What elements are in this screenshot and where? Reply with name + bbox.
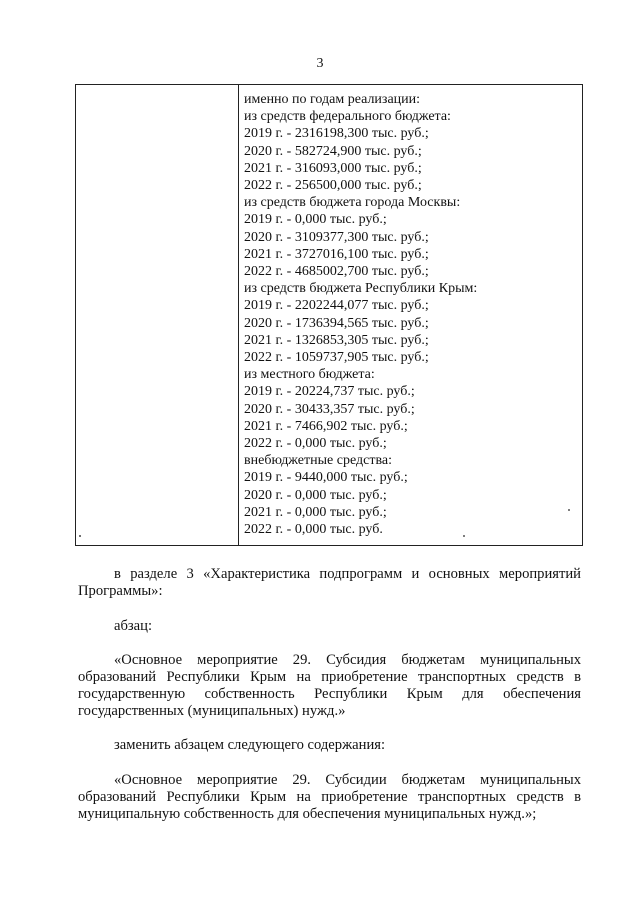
table-line: 2022 г. - 256500,000 тыс. руб.; (244, 178, 422, 194)
old-text: «Основное мероприятие 29. Субсидия бюджетам муниципальных образований Республики Крым на приобретение транспортных средств в государственную собственность Республики Крым для обеспечения государственных (муниципальных) нужд.» (78, 652, 581, 719)
section-intro-text: в разделе 3 «Характеристика подпрограмм и основных мероприятий Программы»: (78, 566, 581, 599)
replace-instruction (78, 737, 581, 754)
table-line: из местного бюджета: (244, 367, 375, 383)
table-line: 2020 г. - 582724,900 тыс. руб.; (244, 143, 422, 159)
table-line: 2019 г. - 2316198,300 тыс. руб.; (244, 126, 429, 142)
scan-speck (463, 535, 465, 537)
table-right-cell (239, 85, 582, 545)
table-line: 2019 г. - 2202244,077 тыс. руб.; (244, 298, 429, 314)
table-line: 2022 г. - 1059737,905 тыс. руб.; (244, 350, 429, 366)
table-line: внебюджетные средства: (244, 453, 392, 469)
table-line: из средств бюджета города Москвы: (244, 195, 461, 211)
table-line: 2020 г. - 3109377,300 тыс. руб.; (244, 229, 429, 245)
section-intro (78, 566, 581, 600)
paragraph-label-text: абзац: (114, 618, 153, 634)
table-line: 2019 г. - 20224,737 тыс. руб.; (244, 384, 415, 400)
table-line: 2022 г. - 0,000 тыс. руб. (244, 522, 383, 538)
new-text-block (78, 772, 581, 823)
table-line: 2021 г. - 7466,902 тыс. руб.; (244, 418, 408, 434)
table-line: именно по годам реализации: (244, 92, 421, 107)
table-line: 2019 г. - 0,000 тыс. руб.; (244, 212, 387, 228)
table-line: 2022 г. - 4685002,700 тыс. руб.; (244, 264, 429, 280)
table-line: из средств федерального бюджета: (244, 109, 451, 125)
table-line: 2020 г. - 0,000 тыс. руб.; (244, 487, 387, 503)
old-text-block (78, 652, 581, 720)
scan-speck (568, 509, 570, 511)
table-line: 2021 г. - 316093,000 тыс. руб.; (244, 160, 422, 176)
funding-table (75, 84, 583, 546)
table-line: 2021 г. - 3727016,100 тыс. руб.; (244, 246, 429, 262)
new-text: «Основное мероприятие 29. Субсидии бюджетам муниципальных образований Республики Крым на приобретение транспортных средств в муниципальную собственность для обеспечения муниципальных нужд.»; (78, 772, 581, 822)
table-line: 2021 г. - 0,000 тыс. руб.; (244, 504, 387, 520)
table-line: 2019 г. - 9440,000 тыс. руб.; (244, 470, 408, 486)
table-line: 2020 г. - 1736394,565 тыс. руб.; (244, 315, 429, 331)
table-line: 2022 г. - 0,000 тыс. руб.; (244, 436, 387, 452)
page-number: 3 (316, 56, 324, 71)
table-left-cell (76, 85, 239, 545)
replace-instruction-text: заменить абзацем следующего содержания: (114, 737, 386, 753)
scan-speck (79, 535, 81, 537)
paragraph-label (78, 618, 581, 635)
table-line: 2021 г. - 1326853,305 тыс. руб.; (244, 332, 429, 348)
table-line: 2020 г. - 30433,357 тыс. руб.; (244, 401, 415, 417)
table-line: из средств бюджета Республики Крым: (244, 281, 478, 297)
